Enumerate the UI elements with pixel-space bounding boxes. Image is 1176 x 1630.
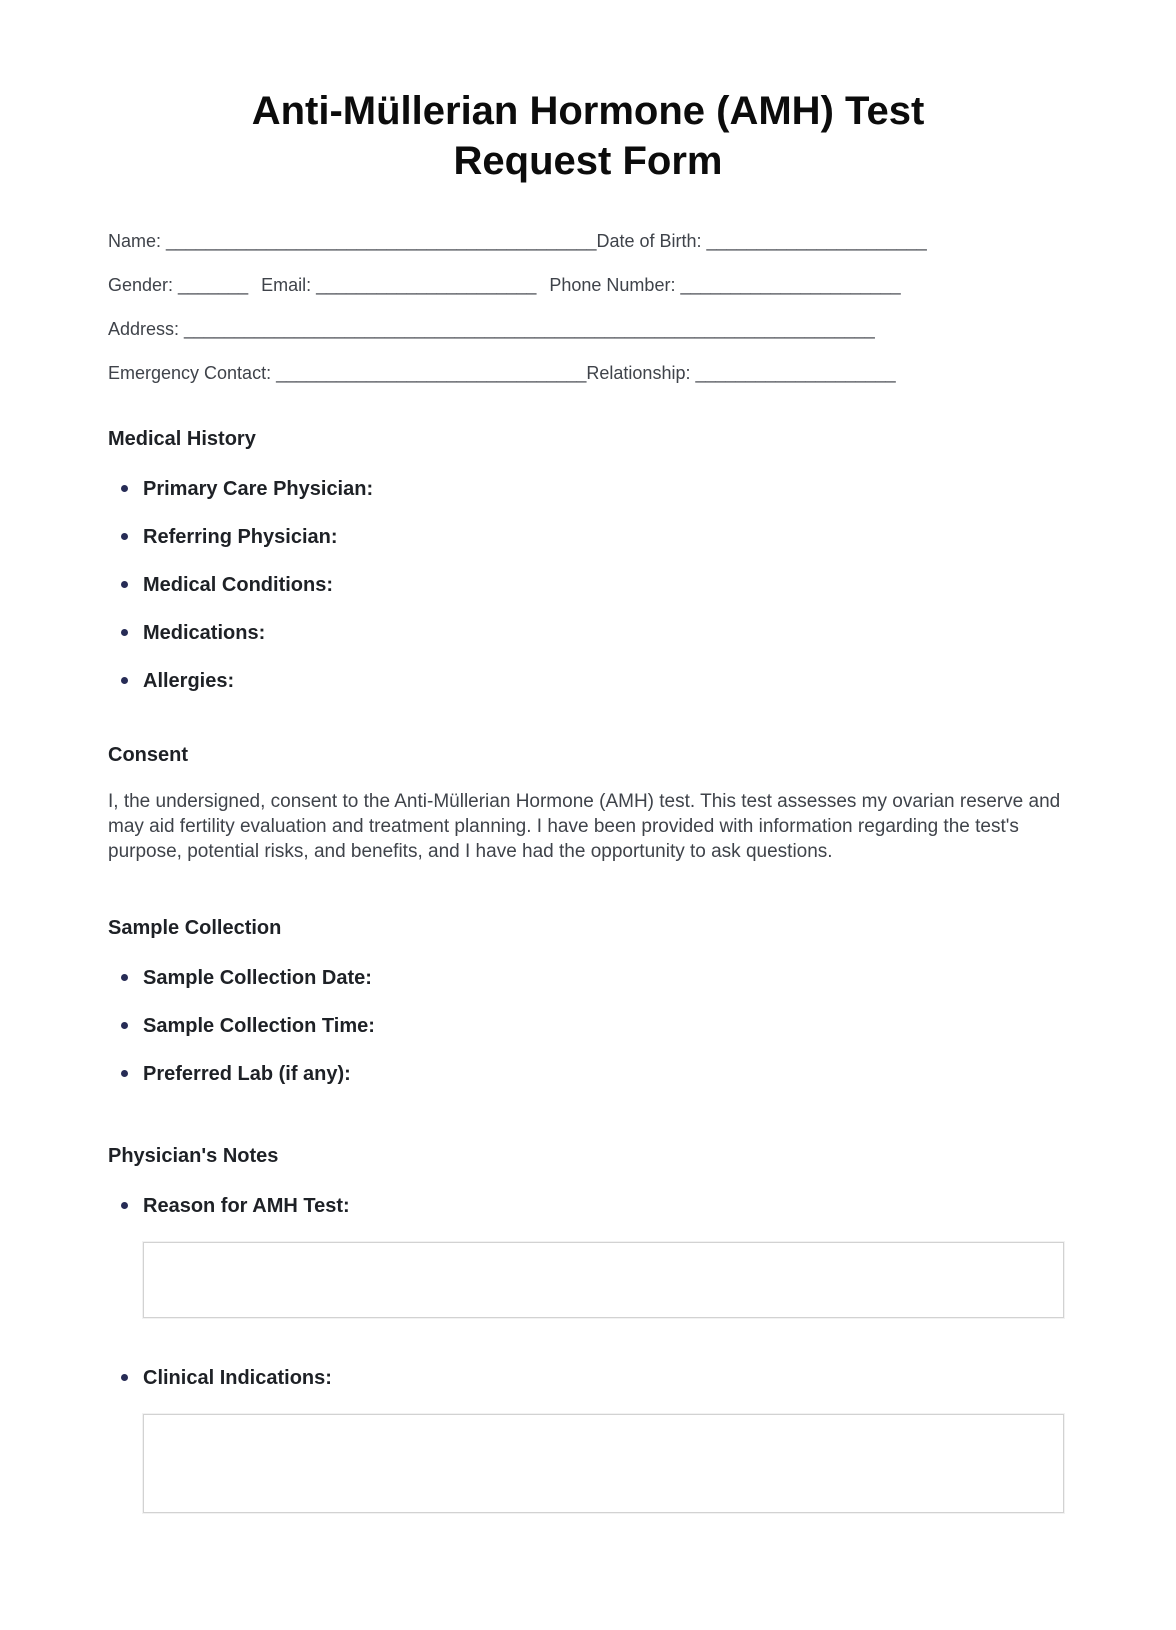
emergency-contact-field: Emergency Contact: _______________________________ [108, 363, 587, 383]
list-item-referring-physician [108, 525, 1068, 549]
sample-collection-list [108, 966, 1068, 1086]
email-field: Email: ______________________ [261, 275, 537, 295]
list-item-label: Clinical Indications: [143, 1367, 332, 1389]
list-item-allergies [108, 669, 1068, 693]
physicians-notes-heading: Physician's Notes [108, 1145, 279, 1167]
list-item-primary-care-physician [108, 477, 1068, 501]
address-field: Address: _____________________________________________________________________ [108, 319, 875, 339]
list-item-label: Allergies: [143, 670, 235, 692]
relationship-field: Relationship: ____________________ [586, 363, 896, 383]
list-item-clinical-indications [108, 1366, 1068, 1390]
bullet-dot-icon [121, 1022, 128, 1029]
list-item-label: Sample Collection Date: [143, 967, 372, 989]
list-item-sample-collection-date [108, 966, 1068, 990]
clinical-indications-textarea[interactable] [143, 1414, 1064, 1513]
physicians-notes-list [108, 1194, 1068, 1218]
clinical-indications-list [108, 1366, 1068, 1390]
date-of-birth-field: Date of Birth: ______________________ [596, 231, 927, 251]
bullet-dot-icon [121, 485, 128, 492]
list-item-medications [108, 621, 1068, 645]
list-item-sample-collection-time [108, 1014, 1068, 1038]
bullet-dot-icon [121, 1374, 128, 1381]
list-item-label: Preferred Lab (if any): [143, 1063, 351, 1085]
consent-heading: Consent [108, 744, 188, 766]
sample-collection-heading: Sample Collection [108, 917, 282, 939]
list-item-label: Medications: [143, 622, 266, 644]
bullet-dot-icon [121, 1202, 128, 1209]
list-item-label: Referring Physician: [143, 526, 338, 548]
medical-history-list [108, 477, 1068, 693]
medical-history-heading: Medical History [108, 428, 256, 450]
bullet-dot-icon [121, 974, 128, 981]
gender-email-phone-row [108, 274, 1068, 297]
address-row [108, 318, 1068, 341]
phone-number-field: Phone Number: ______________________ [549, 275, 901, 295]
page-title [108, 86, 1068, 186]
list-item-label: Medical Conditions: [143, 574, 333, 596]
list-item-medical-conditions [108, 573, 1068, 597]
gender-field: Gender: _______ [108, 275, 249, 295]
list-item-reason-for-amh-test [108, 1194, 1068, 1218]
list-item-label: Primary Care Physician: [143, 478, 374, 500]
bullet-dot-icon [121, 629, 128, 636]
list-item-label: Reason for AMH Test: [143, 1195, 350, 1217]
bullet-dot-icon [121, 581, 128, 588]
name-field: Name: ___________________________________________ [108, 231, 597, 251]
emergency-contact-row [108, 362, 1068, 385]
list-item-label: Sample Collection Time: [143, 1015, 375, 1037]
bullet-dot-icon [121, 1070, 128, 1077]
page-title-line-2: Request Form [453, 139, 723, 183]
bullet-dot-icon [121, 677, 128, 684]
name-dob-row [108, 230, 1068, 253]
consent-paragraph: I, the undersigned, consent to the Anti-Müllerian Hormone (AMH) test. This test assesses my ovarian reserve and may aid fertility evaluation and treatment planning. I have been provided with information regarding the test's purpose, potential risks, and benefits, and I have had the opportunity to ask questions. [108, 791, 1061, 862]
bullet-dot-icon [121, 533, 128, 540]
reason-for-amh-test-textarea[interactable] [143, 1242, 1064, 1318]
list-item-preferred-lab [108, 1062, 1068, 1086]
page-title-line-1: Anti-Müllerian Hormone (AMH) Test [251, 89, 925, 133]
